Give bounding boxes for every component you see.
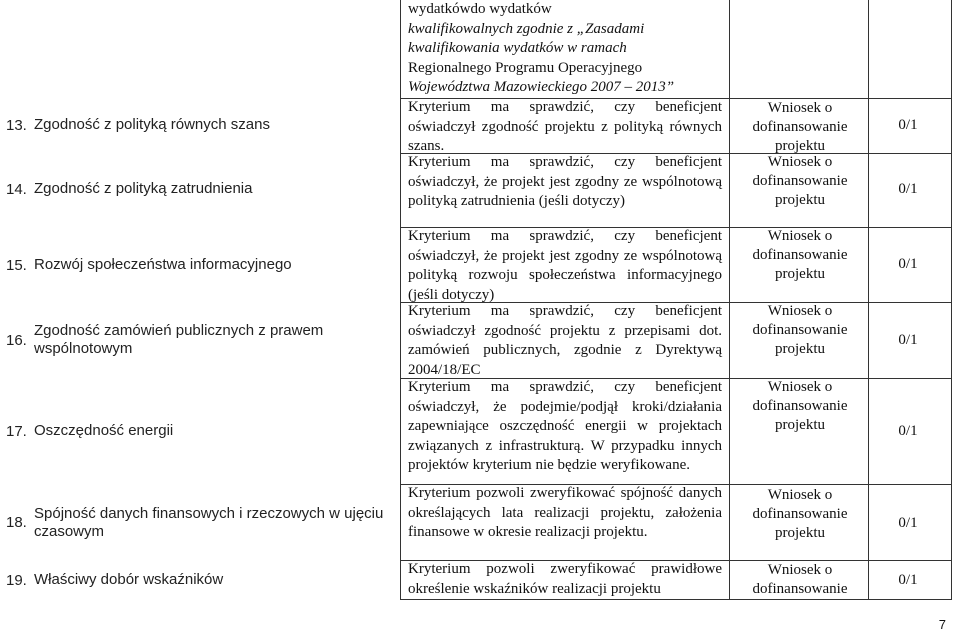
row-number: 19.	[6, 571, 27, 589]
row-number: 16.	[6, 331, 27, 349]
criterion-description: Kryterium pozwoli zweryfikować prawidłowe określenie wskaźników realizacji projektu	[408, 561, 722, 597]
column-divider	[951, 0, 952, 600]
criterion-description: Kryterium ma sprawdzić, czy beneficjent oświadczył, że projekt jest zgodny ze wspólnotową polityką rozwoju społeczeństwa informacyjnego (jeśli dotyczy)	[408, 228, 722, 303]
table-row	[0, 495, 400, 550]
column-divider	[868, 0, 869, 600]
row-number: 14.	[6, 180, 27, 198]
score-cell: 0/1	[898, 181, 918, 197]
table-row	[0, 305, 400, 375]
source-cell: Wniosek o dofinansowanie projektu	[752, 100, 848, 154]
score-cell: 0/1	[898, 515, 918, 531]
table-row	[0, 250, 400, 280]
page-number: 7	[938, 617, 946, 632]
criterion-description: Kryterium ma sprawdzić, czy beneficjent oświadczył, że podejmie/podjął kroki/działania zapewniające oszczędność energii w projektach związanych z infrastrukturą. W przypadku innych projektów kryterium nie będzie weryfikowane.	[408, 379, 722, 473]
table-row	[0, 416, 400, 446]
criterion-name: Rozwój społeczeństwa informacyjnego	[34, 256, 292, 273]
criterion-description: Kryterium ma sprawdzić, czy beneficjent oświadczył zgodność projektu z polityką równych szans.	[408, 99, 722, 154]
source-cell: Wniosek o dofinansowanie projektu	[752, 228, 848, 282]
source-cell: Wniosek o dofinansowanie projektu	[752, 487, 848, 541]
source-cell: Wniosek o dofinansowanie projektu	[752, 379, 848, 433]
criterion-description: Kryterium ma sprawdzić, czy beneficjent oświadczył zgodność projektu z przepisami dot. zamówień publicznych, zgodnie z Dyrektywą 2004/18/EC	[408, 303, 722, 378]
criterion-name: Zgodność z polityką zatrudnienia	[34, 180, 253, 197]
column-divider	[729, 0, 730, 600]
score-cell: 0/1	[898, 423, 918, 439]
source-cell: Wniosek o dofinansowanie	[752, 562, 848, 597]
criteria-names-column	[0, 0, 400, 600]
table-row	[0, 174, 400, 204]
criterion-name: Zgodność zamówień publicznych z prawem wspólnotowym	[34, 322, 324, 357]
table-row	[0, 567, 400, 593]
criterion-description: Kryterium ma sprawdzić, czy beneficjent oświadczył, że projekt jest zgodny ze wspólnotową polityką zatrudnienia (jeśli dotyczy)	[408, 154, 722, 209]
source-cell: Wniosek o dofinansowanie projektu	[752, 303, 848, 357]
criterion-continuation: wydatkówdo wydatków kwalifikowalnych zgodnie z „Zasadami kwalifikowania wydatków w ramach Regionalnego Programu Operacyjnego Województwa Mazowieckiego 2007 – 2013”	[408, 1, 675, 95]
row-number: 13.	[6, 116, 27, 134]
source-cell: Wniosek o dofinansowanie projektu	[752, 154, 848, 208]
row-divider	[400, 599, 952, 600]
row-number: 18.	[6, 514, 27, 531]
criterion-name: Właściwy dobór wskaźników	[34, 571, 224, 588]
score-cell: 0/1	[898, 572, 918, 588]
table-row	[0, 110, 400, 140]
criterion-name: Oszczędność energii	[34, 422, 174, 439]
criterion-name: Zgodność z polityką równych szans	[34, 116, 270, 133]
row-number: 15.	[6, 256, 27, 274]
row-number: 17.	[6, 422, 27, 440]
criterion-description: Kryterium pozwoli zweryfikować spójność danych określających lata realizacji projektu, założenia finansowe w okresie realizacji projektu.	[408, 485, 722, 540]
score-cell: 0/1	[898, 256, 918, 272]
criterion-name: Spójność danych finansowych i rzeczowych w ujęciu czasowym	[34, 504, 384, 540]
column-divider	[400, 0, 401, 600]
score-cell: 0/1	[898, 332, 918, 348]
score-cell: 0/1	[898, 117, 918, 133]
